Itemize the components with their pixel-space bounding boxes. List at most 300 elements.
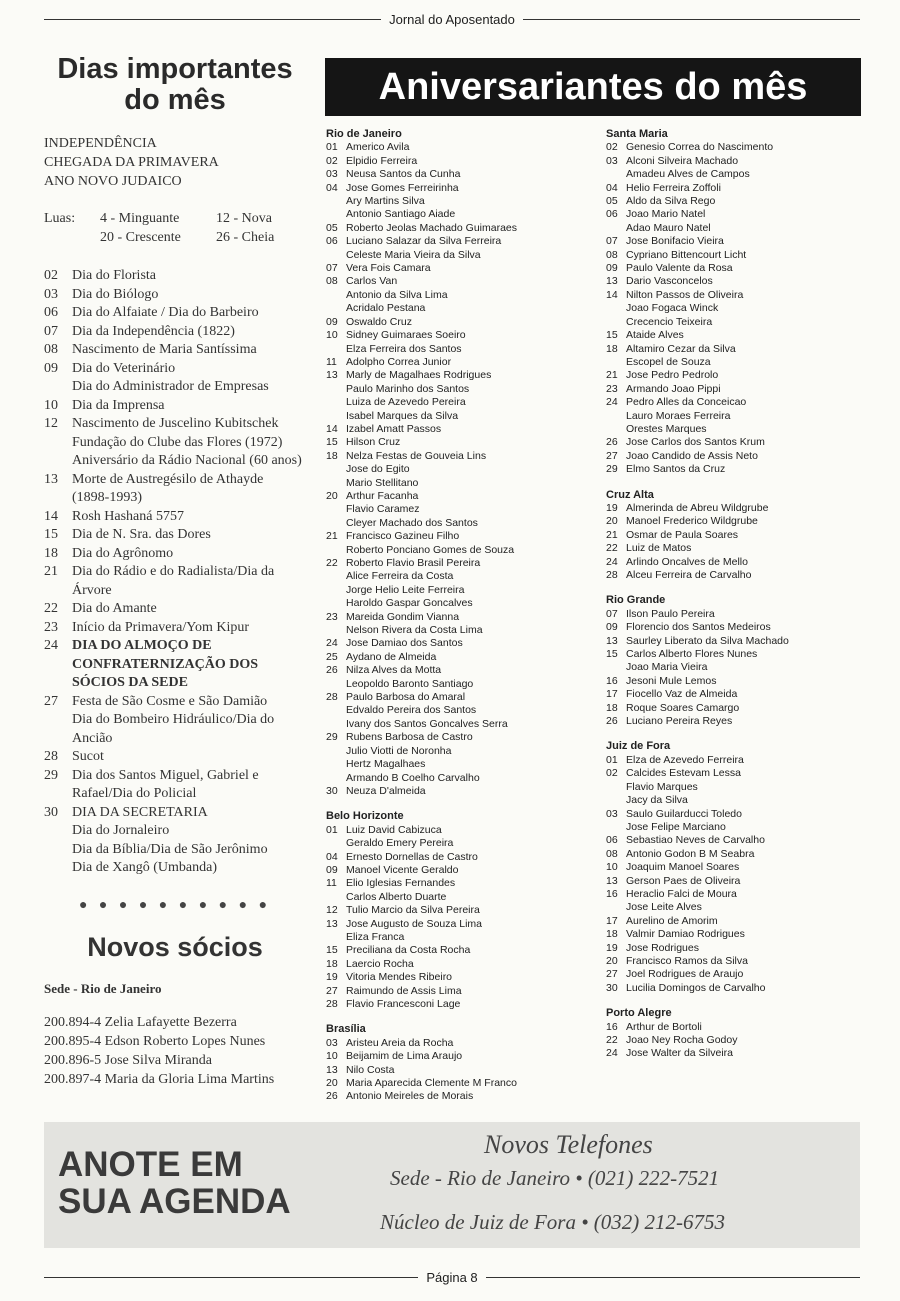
birthday-entry [326, 530, 596, 543]
birthday-day: 20 [606, 515, 618, 528]
birthday-day [606, 661, 626, 674]
birthday-entry [326, 971, 596, 984]
birthday-entry [326, 557, 596, 570]
day-number: 29 [44, 767, 58, 783]
birthday-entry [606, 861, 864, 874]
day-line: Rosh Hashaná 5757 [72, 508, 184, 524]
birthday-day: 26 [606, 715, 618, 728]
birthday-day: 20 [326, 489, 338, 502]
day-item [44, 563, 306, 600]
birthday-day: 26 [326, 664, 338, 677]
birthday-entry [606, 289, 864, 302]
birthday-entry [606, 875, 864, 888]
birthday-day: 17 [606, 914, 618, 927]
agenda-box [44, 1122, 860, 1248]
birthday-name: Flavio Marques [626, 780, 698, 793]
birthday-entry [326, 745, 596, 758]
socio-item: 200.897-4 Maria da Gloria Lima Martins [44, 1071, 275, 1087]
birthday-entry [606, 982, 864, 995]
birthday-entry [326, 958, 596, 971]
day-item [44, 397, 306, 416]
day-text [72, 508, 306, 527]
birthday-day [606, 423, 626, 436]
anote-line: ANOTE EM [58, 1145, 243, 1184]
birthday-entry [606, 262, 864, 275]
day-item [44, 341, 306, 360]
birthday-name: Joao Ney Rocha Godoy [626, 1034, 738, 1046]
birthday-day [326, 289, 346, 302]
birthday-name: Jesoni Mule Lemos [626, 674, 717, 687]
city-heading: Cruz Alta [606, 488, 654, 501]
birthday-day [326, 678, 346, 691]
birthday-name: Elio Iglesias Fernandes [346, 877, 456, 890]
birthday-name: Nelson Rivera da Costa Lima [346, 624, 483, 637]
birthday-entry [326, 343, 596, 356]
birthday-entry [326, 423, 596, 436]
birthday-entry [326, 785, 596, 798]
birthday-name: Jose Damiao dos Santos [346, 637, 463, 650]
page-footer [44, 1266, 860, 1288]
day-line: Dia do Florista [72, 268, 156, 283]
birthday-day: 19 [326, 971, 338, 984]
birthday-entry [326, 168, 596, 181]
birthday-name: Leopoldo Baronto Santiago [346, 677, 474, 690]
day-item [44, 748, 306, 767]
birthday-name: Valmir Damiao Rodrigues [626, 928, 745, 941]
city-heading: Belo Horizonte [326, 810, 404, 823]
birthday-name: Hertz Magalhaes [346, 758, 426, 771]
birthday-name: Antonio Santiago Aiade [346, 208, 456, 221]
birthday-name: Paulo Barbosa do Amaral [346, 691, 466, 704]
birthday-name: Jose Walter da Silveira [626, 1047, 733, 1060]
birthday-entry [326, 249, 596, 262]
event-item: INDEPENDÊNCIA [44, 136, 157, 151]
day-number: 18 [44, 545, 58, 561]
birthday-day: 24 [606, 396, 618, 409]
birthday-entry [326, 383, 596, 396]
birthday-name: Flavio Caramez [346, 503, 420, 516]
day-item [44, 637, 306, 693]
birthday-name: Raimundo de Assis Lima [346, 984, 462, 997]
birthday-entry [326, 678, 596, 691]
birthday-name: Paulo Valente da Rosa [626, 262, 733, 275]
birthday-entry [326, 450, 596, 463]
day-line: Aniversário da Rádio Nacional (60 anos) [72, 453, 302, 468]
day-line: Ancião [72, 730, 113, 746]
birthday-day: 05 [606, 195, 618, 208]
birthday-name: Armando Joao Pippi [626, 382, 721, 395]
birthday-day: 18 [606, 928, 618, 941]
birthday-entry [326, 1050, 596, 1063]
birthday-entry [606, 436, 864, 449]
birthday-entry [326, 396, 596, 409]
birthday-name: Vitoria Mendes Ribeiro [346, 971, 453, 984]
day-number: 30 [44, 804, 58, 820]
birthday-entry [326, 851, 596, 864]
birthday-entry [326, 195, 596, 208]
day-item [44, 767, 306, 804]
birthday-name: Aristeu Areia da Rocha [346, 1036, 454, 1049]
birthday-day: 20 [326, 1077, 338, 1090]
birthday-day: 05 [326, 221, 338, 234]
birthday-day: 02 [326, 154, 338, 167]
day-item [44, 415, 306, 471]
separator-dots: ● ● ● ● ● ● ● ● ● ● [78, 897, 272, 913]
day-line: Dia do Amante [72, 601, 157, 616]
birthday-name: Edvaldo Pereira dos Santos [346, 704, 477, 717]
birthday-name: Roberto Jeolas Machado Guimaraes [346, 221, 518, 234]
birthday-name: Luciano Salazar da Silva Ferreira [346, 235, 502, 248]
birthday-day: 26 [606, 436, 618, 449]
birthday-day [326, 208, 346, 221]
birthday-name: Fiocello Vaz de Almeida [626, 688, 738, 701]
birthday-day [326, 570, 346, 583]
section-gap [606, 477, 864, 489]
day-item [44, 693, 306, 749]
birthday-name: Antonio Meireles de Morais [346, 1090, 474, 1103]
birthday-name: Alconi Silveira Machado [626, 154, 739, 167]
birthday-entry [606, 928, 864, 941]
birthday-name: Nelza Festas de Gouveia Lins [346, 449, 487, 462]
footer-rule-right [486, 1277, 860, 1278]
birthday-entry [606, 529, 864, 542]
birthday-day: 28 [326, 691, 338, 704]
birthday-day: 03 [606, 154, 618, 167]
birthday-day: 08 [326, 275, 338, 288]
birthday-day: 10 [326, 1050, 338, 1063]
birthday-entry [606, 834, 864, 847]
birthday-name: Eliza Franca [346, 930, 405, 943]
day-line: SÓCIOS DA SEDE [72, 675, 188, 690]
birthday-name: Jose Rodrigues [626, 941, 699, 954]
birthday-name: Escopel de Souza [626, 355, 711, 368]
birthday-day: 20 [606, 954, 618, 967]
birthday-entry [326, 410, 596, 423]
birthday-day: 06 [326, 235, 338, 248]
day-text [72, 267, 306, 286]
birthday-name: Joao Mario Natel [626, 208, 706, 221]
birthday-day: 02 [606, 767, 618, 780]
birthday-day: 18 [326, 449, 338, 462]
birthday-day [606, 410, 626, 423]
birthday-name: Luiza de Azevedo Pereira [346, 396, 466, 409]
socio-item: 200.896-5 Jose Silva Miranda [44, 1052, 212, 1068]
birthday-day: 01 [326, 141, 338, 154]
day-text [72, 323, 306, 342]
birthday-entry [326, 944, 596, 957]
birthday-day: 06 [606, 834, 618, 847]
day-text [72, 526, 306, 545]
birthday-name: Francisco Gazineu Filho [346, 530, 460, 543]
birthday-entry [606, 715, 864, 728]
day-text [72, 600, 306, 619]
birthday-entry [606, 249, 864, 262]
birthday-entry [606, 195, 864, 208]
birthday-name: Sebastiao Neves de Carvalho [626, 834, 765, 847]
day-line: Dia da Independência (1822) [72, 323, 235, 339]
city-heading: Juiz de Fora [606, 740, 671, 753]
birthday-entry [326, 637, 596, 650]
birthday-entry [326, 597, 596, 610]
birthday-day [606, 222, 626, 235]
birthday-day: 27 [606, 449, 618, 462]
birthday-entry [606, 275, 864, 288]
anote-line: SUA AGENDA [58, 1182, 291, 1221]
birthday-entry [606, 915, 864, 928]
birthday-name: Cypriano Bittencourt Licht [626, 248, 747, 261]
birthday-day: 28 [606, 569, 618, 581]
birthday-day: 06 [606, 208, 618, 221]
birthday-name: Saulo Guilarducci Toledo [626, 807, 742, 820]
birthday-entry [606, 208, 864, 221]
birthday-name: Jose Leite Alves [626, 901, 702, 914]
birthday-name: Ary Martins Silva [346, 195, 425, 208]
day-text [72, 471, 306, 508]
birthday-name: Elza Ferreira dos Santos [346, 342, 462, 355]
birthday-name: Calcides Estevam Lessa [626, 767, 741, 780]
birthday-entry [326, 289, 596, 302]
birthday-name: Elmo Santos da Cruz [626, 463, 726, 476]
birthday-day: 24 [326, 637, 338, 650]
birthday-name: Neuza D'almeida [346, 784, 426, 797]
day-item [44, 360, 306, 397]
day-item [44, 526, 306, 545]
birthday-day [326, 624, 346, 637]
birthday-column-2 [606, 128, 864, 1061]
birthday-name: Joao Fogaca Winck [626, 302, 719, 315]
birthday-entry [326, 262, 596, 275]
birthday-name: Marly de Magalhaes Rodrigues [346, 369, 492, 382]
day-number: 07 [44, 323, 58, 339]
birthday-day [606, 356, 626, 369]
birthday-entry [326, 544, 596, 557]
birthday-name: Alice Ferreira da Costa [346, 570, 454, 583]
birthday-day: 01 [326, 823, 338, 836]
birthday-day: 29 [326, 731, 338, 744]
day-line: Dia do Veterinário [72, 360, 176, 376]
day-line: Rafael/Dia do Policial [72, 786, 197, 801]
birthday-entry [606, 648, 864, 661]
birthday-day [326, 745, 346, 758]
birthday-entry [326, 463, 596, 476]
section-gap [606, 995, 864, 1007]
day-number: 15 [44, 527, 58, 542]
birthday-entry [606, 396, 864, 409]
birthday-entry [606, 383, 864, 396]
day-text [72, 341, 306, 360]
birthday-name: Hilson Cruz [346, 436, 401, 449]
birthday-day: 24 [606, 1047, 618, 1060]
birthday-name: Izabel Amatt Passos [346, 422, 442, 435]
birthday-day [606, 316, 626, 329]
birthday-day: 29 [606, 463, 618, 476]
birthday-name: Joel Rodrigues de Araujo [626, 968, 744, 981]
birthday-entry [606, 182, 864, 195]
birthday-name: Jose Gomes Ferreirinha [346, 181, 459, 194]
moon-label: Luas: [44, 211, 76, 226]
day-line: Morte de Austregésilo de Athayde [72, 471, 264, 487]
birthday-day: 13 [326, 917, 338, 930]
day-text [72, 693, 306, 749]
birthday-day: 18 [326, 957, 338, 970]
birthday-name: Dario Vasconcelos [626, 275, 713, 288]
birthday-day: 08 [606, 847, 618, 860]
birthday-day: 03 [606, 807, 618, 820]
day-line: Dia do Rádio e do Radialista/Dia da [72, 564, 275, 579]
city-heading: Rio de Janeiro [326, 128, 402, 140]
birthday-entry [606, 343, 864, 356]
birthday-day [326, 383, 346, 396]
birthday-name: Ivany dos Santos Goncalves Serra [346, 717, 508, 730]
birthday-entry [326, 329, 596, 342]
birthday-day [326, 584, 346, 597]
novos-socios-title: Novos sócios [87, 931, 263, 962]
birthday-day: 15 [606, 648, 618, 661]
birthday-day: 27 [606, 968, 618, 981]
birthday-name: Acridalo Pestana [346, 302, 426, 315]
birthday-day: 19 [606, 941, 618, 954]
day-text [72, 415, 306, 471]
birthday-day [326, 758, 346, 771]
day-line: Dia do Agrônomo [72, 545, 174, 561]
birthday-name: Luciano Pereira Reyes [626, 715, 733, 728]
birthday-entry [326, 235, 596, 248]
day-line: Dia do Biólogo [72, 286, 159, 302]
day-line: Dia do Jornaleiro [72, 823, 170, 838]
birthday-name: Sidney Guimaraes Soeiro [346, 329, 466, 342]
day-item [44, 304, 306, 323]
birthday-day [326, 597, 346, 610]
birthday-name: Lauro Moraes Ferreira [626, 409, 731, 422]
birthday-entry [326, 891, 596, 904]
event-item: ANO NOVO JUDAICO [44, 174, 182, 189]
birthday-name: Osmar de Paula Soares [626, 528, 739, 541]
day-line: CONFRATERNIZAÇÃO DOS [72, 656, 259, 672]
city-heading: Porto Alegre [606, 1007, 672, 1020]
birthday-day [326, 891, 346, 904]
page-number: Página 8 [426, 1269, 478, 1285]
birthday-name: Ilson Paulo Pereira [626, 607, 715, 620]
birthday-day: 19 [606, 501, 618, 514]
birthday-name: Cleyer Machado dos Santos [346, 516, 478, 529]
birthday-name: Saurley Liberato da Silva Machado [626, 634, 789, 647]
birthday-day [326, 463, 346, 476]
birthday-entry [326, 356, 596, 369]
day-item [44, 508, 306, 527]
birthday-day: 21 [326, 530, 338, 543]
birthday-day: 15 [606, 329, 618, 342]
birthday-day: 07 [606, 607, 618, 620]
birthday-day [326, 410, 346, 423]
birthday-name: Paulo Marinho dos Santos [346, 382, 470, 395]
birthday-entry [606, 1021, 864, 1034]
day-text [72, 545, 306, 564]
birthday-entry [606, 329, 864, 342]
day-line: Festa de São Cosme e São Damião [72, 693, 268, 709]
birthday-name: Jose Carlos dos Santos Krum [626, 436, 765, 449]
birthday-day: 18 [606, 701, 618, 714]
birthday-day: 03 [326, 168, 338, 181]
dias-title: Dias importantes do mês [57, 53, 293, 116]
birthday-name: Orestes Marques [626, 422, 707, 435]
birthday-name: Almerinda de Abreu Wildgrube [626, 501, 769, 514]
birthday-day: 22 [606, 1034, 618, 1046]
birthday-entry [606, 168, 864, 181]
birthday-name: Carlos Alberto Flores Nunes [626, 648, 758, 661]
birthday-entry [606, 450, 864, 463]
header-rule-left [44, 19, 381, 20]
birthday-day [606, 781, 626, 794]
birthday-day: 16 [606, 887, 618, 900]
day-line: Fundação do Clube das Flores (1972) [72, 434, 283, 450]
birthday-day [326, 931, 346, 944]
birthday-name: Preciliana da Costa Rocha [346, 944, 471, 957]
birthday-day [606, 302, 626, 315]
birthday-day: 13 [326, 369, 338, 382]
birthday-entry [326, 1090, 596, 1103]
birthday-name: Amadeu Alves de Campos [626, 168, 750, 181]
section-gap [326, 798, 596, 810]
birthday-entry [326, 998, 596, 1011]
birthday-name: Manoel Vicente Geraldo [346, 863, 459, 876]
birthday-name: Rubens Barbosa de Castro [346, 731, 473, 744]
birthday-entry [606, 688, 864, 701]
city-heading: Rio Grande [606, 594, 666, 607]
birthday-day: 13 [606, 275, 618, 288]
birthday-entry [326, 772, 596, 785]
birthday-name: Antonio da Silva Lima [346, 288, 448, 301]
day-number: 12 [44, 416, 58, 431]
birthday-entry [326, 931, 596, 944]
birthday-entry [326, 624, 596, 637]
birthday-day: 13 [606, 874, 618, 887]
birthday-name: Nilo Costa [346, 1063, 395, 1076]
day-text [72, 767, 306, 804]
birthday-entry [326, 222, 596, 235]
section-gap [606, 582, 864, 594]
day-item [44, 323, 306, 342]
day-number: 28 [44, 749, 58, 764]
birthday-entry [606, 754, 864, 767]
birthday-entry [606, 302, 864, 315]
birthday-entry [606, 356, 864, 369]
birthday-entry [326, 611, 596, 624]
day-text [72, 563, 306, 600]
birthday-day: 21 [606, 369, 618, 382]
birthday-entry [326, 503, 596, 516]
birthday-name: Jose Augusto de Souza Lima [346, 917, 483, 930]
birthday-name: Julio Viotti de Noronha [346, 744, 452, 757]
birthday-name: Nilton Passos de Oliveira [626, 288, 744, 301]
day-number: 14 [44, 508, 58, 524]
day-line: DIA DA SECRETARIA [72, 804, 208, 820]
birthday-entry [326, 837, 596, 850]
birthday-day: 12 [326, 904, 338, 917]
birthday-day: 14 [606, 288, 618, 301]
day-item [44, 545, 306, 564]
birthday-day [326, 302, 346, 315]
birthday-name: Roberto Flavio Brasil Pereira [346, 557, 481, 569]
socio-item: 200.895-4 Edson Roberto Lopes Nunes [44, 1033, 266, 1049]
birthday-entry [326, 651, 596, 664]
birthday-name: Jose Pedro Pedrolo [626, 369, 719, 382]
birthday-name: Armando B Coelho Carvalho [346, 771, 480, 784]
day-item [44, 619, 306, 638]
birthday-name: Manoel Frederico Wildgrube [626, 515, 758, 528]
birthday-day: 26 [326, 1090, 338, 1103]
birthday-day [326, 477, 346, 490]
birthday-entry [606, 848, 864, 861]
